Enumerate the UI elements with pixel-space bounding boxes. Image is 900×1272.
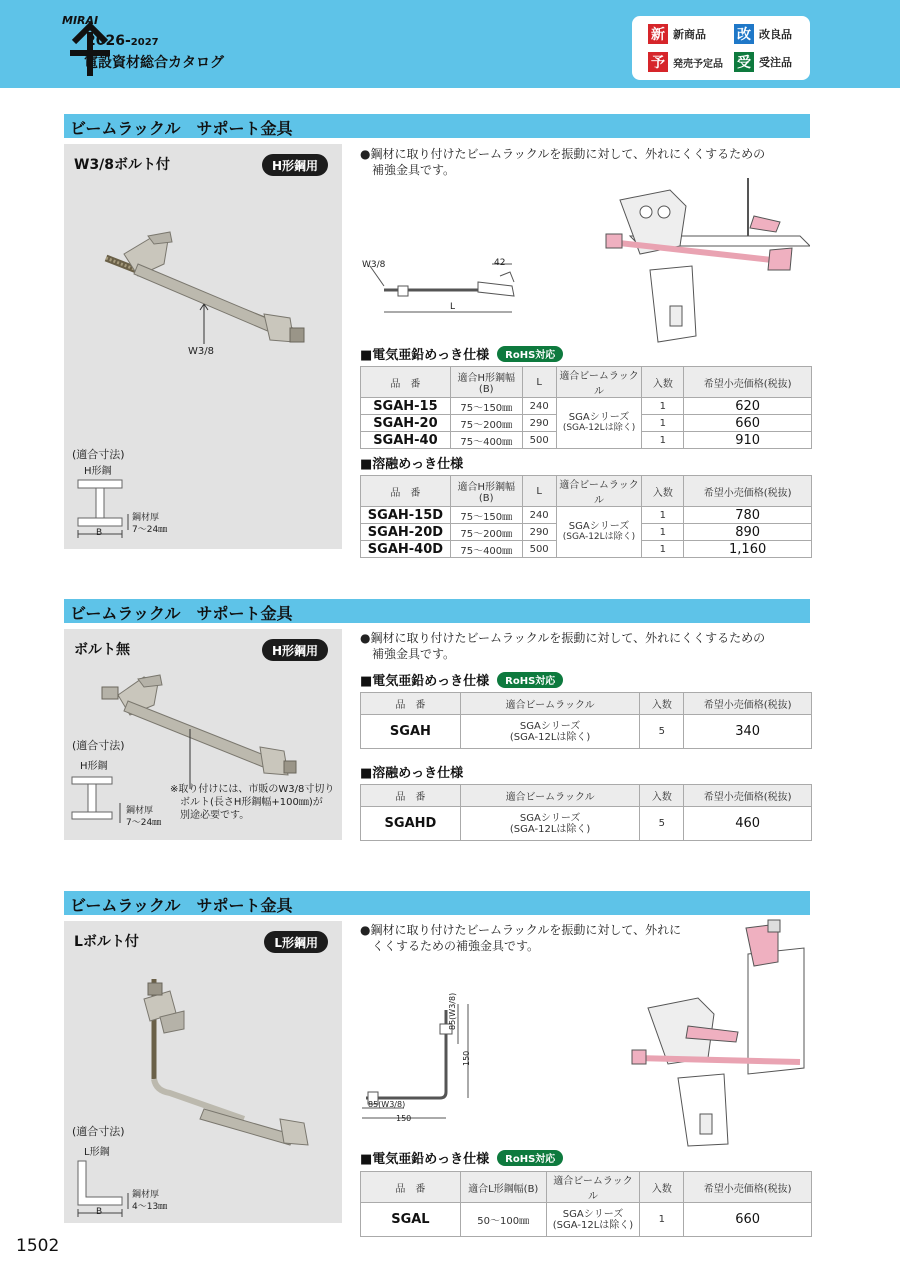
thickness-range: 4～13㎜ xyxy=(132,1202,168,1212)
table-header-row: 品 番 適合H形鋼幅(B) L 適合ビームラックル 入数 希望小売価格(税抜) xyxy=(361,476,812,507)
fit-dimensions-label: (適合寸法) xyxy=(72,1125,125,1138)
page-number: 1502 xyxy=(16,1236,60,1256)
planned-badge-icon: 予 xyxy=(648,52,668,72)
section-3-zinc-heading: ■電気亜鉛めっき仕様 RoHS対応 xyxy=(360,1148,563,1167)
section-title: ビームラックル サポート金具 xyxy=(70,896,293,915)
dim-bolt-label: W3/8 xyxy=(362,260,386,270)
fit-dimensions-label: (適合寸法) xyxy=(72,739,125,752)
section-1-title-bar xyxy=(64,114,810,138)
dim-150-vertical: 150 xyxy=(462,1050,471,1066)
table-row: SGAH-15D 75～150㎜ 240 SGAシリーズ (SGA-12Lは除く) 1 780 xyxy=(361,507,812,524)
section-2-hot-dip-table xyxy=(360,784,812,841)
improved-badge-icon: 改 xyxy=(734,24,754,44)
table-row: SGAH-40D 75～400㎜ 500 1 1,160 xyxy=(361,541,812,558)
thickness-label: 鋼材厚 xyxy=(126,806,154,816)
catalog-title: 電設資材総合カタログ xyxy=(84,55,224,71)
variant-title: ボルト無 xyxy=(74,642,130,658)
table-header-row: 品 番 適合L形鋼幅(B) 適合ビームラックル 入数 希望小売価格(税抜) xyxy=(361,1172,812,1203)
section-1-description: ●鋼材に取り付けたビームラックルを振動に対して、外れにくくするための 補強金具です。 xyxy=(360,147,766,177)
b-dimension-label: B xyxy=(96,1207,103,1217)
section-2-description: ●鋼材に取り付けたビームラックルを振動に対して、外れにくくするための 補強金具です。 xyxy=(360,631,766,661)
section-1-image-panel xyxy=(64,144,342,549)
dim-L-label: L xyxy=(450,302,456,312)
section-2-title-bar xyxy=(64,599,810,623)
dim-42-label: 42 xyxy=(494,258,506,268)
l-steel-label: L形鋼 xyxy=(84,1147,110,1158)
section-2-hot-dip-heading: ■溶融めっき仕様 xyxy=(360,766,464,781)
order-badge-icon: 受 xyxy=(734,52,754,72)
steel-type-tag: L形鋼用 xyxy=(264,931,328,953)
h-beam-diagram-icon xyxy=(74,478,134,544)
h-steel-label: H形鋼 xyxy=(80,761,108,772)
h-steel-label: H形鋼 xyxy=(84,466,112,477)
dim-85-vertical: 85(W3/8) xyxy=(448,992,457,1030)
thickness-label: 鋼材厚 xyxy=(132,513,160,523)
section-1-zinc-heading: ■電気亜鉛めっき仕様 RoHS対応 xyxy=(360,344,563,363)
h-beam-diagram-icon xyxy=(70,773,130,829)
legend-order: 受 受注品 xyxy=(734,52,792,72)
variant-title: Lボルト付 xyxy=(74,934,139,950)
dim-85-horizontal: 85(W3/8) xyxy=(368,1100,406,1109)
section-1-hot-dip-heading: ■溶融めっき仕様 xyxy=(360,457,464,472)
section-title: ビームラックル サポート金具 xyxy=(70,119,293,138)
table-header-row: 品 番 適合ビームラックル 入数 希望小売価格(税抜) xyxy=(361,785,812,807)
variant-title: W3/8ボルト付 xyxy=(74,157,171,173)
thickness-range: 7～24㎜ xyxy=(126,818,162,828)
table-row: SGAH-40 75～400㎜ 500 1 910 xyxy=(361,432,812,449)
l-angle-diagram-icon xyxy=(74,1159,134,1219)
steel-type-tag: H形鋼用 xyxy=(262,154,328,176)
bolt-label: W3/8 xyxy=(188,346,214,357)
table-header-row: 品 番 適合ビームラックル 入数 希望小売価格(税抜) xyxy=(361,693,812,715)
section-2-zinc-heading: ■電気亜鉛めっき仕様 RoHS対応 xyxy=(360,670,563,689)
table-header-row: 品 番 適合H形鋼幅(B) L 適合ビームラックル 入数 希望小売価格(税抜) xyxy=(361,367,812,398)
pointer-line-icon xyxy=(184,729,196,789)
section-2-zinc-table xyxy=(360,692,812,749)
installation-note: ※取り付けには、市販のW3/8寸切り ボルト(長さH形鋼幅+100㎜)が 別途必要です。 xyxy=(170,784,335,821)
section-3-zinc-table xyxy=(360,1171,812,1237)
table-row: SGAH-15 75～150㎜ 240 SGAシリーズ (SGA-12Lは除く) 1 620 xyxy=(361,398,812,415)
b-dimension-label: B xyxy=(96,528,103,538)
table-row: SGAHD SGAシリーズ (SGA-12Lは除く) 5 460 xyxy=(361,807,812,841)
table-row: SGAH-20D 75～200㎜ 290 1 890 xyxy=(361,524,812,541)
section-title: ビームラックル サポート金具 xyxy=(70,604,293,623)
section-1-zinc-table xyxy=(360,366,812,449)
table-row: SGAH-20 75～200㎜ 290 1 660 xyxy=(361,415,812,432)
dim-150-horizontal: 150 xyxy=(396,1114,412,1123)
table-row: SGAL 50～100㎜ SGAシリーズ (SGA-12Lは除く) 1 660 xyxy=(361,1203,812,1237)
section-1-installation-photo xyxy=(600,176,810,346)
section-2-image-panel xyxy=(64,629,342,840)
fit-dimensions-label: (適合寸法) xyxy=(72,448,125,461)
product-legend xyxy=(632,16,810,80)
bolt-pointer-line-icon xyxy=(198,304,210,344)
section-3-installation-photo xyxy=(628,918,810,1148)
thickness-label: 鋼材厚 xyxy=(132,1190,160,1200)
catalog-header xyxy=(0,0,900,88)
catalog-year: 2026-2027 xyxy=(86,33,159,49)
section-3-description: ●鋼材に取り付けたビームラックルを振動に対して、外れに くくするための補強金具です。 xyxy=(360,923,682,953)
table-row: SGAH SGAシリーズ (SGA-12Lは除く) 5 340 xyxy=(361,715,812,749)
legend-improved: 改 改良品 xyxy=(734,24,792,44)
section-3-title-bar xyxy=(64,891,810,915)
l-bolt-bracket-photo xyxy=(124,969,334,1149)
rohs-badge: RoHS対応 xyxy=(497,672,563,688)
legend-planned: 予 発売予定品 xyxy=(648,52,723,72)
brand-name: MIRAI xyxy=(62,14,99,27)
thickness-range: 7～24㎜ xyxy=(132,525,168,535)
support-bracket-photo xyxy=(98,671,308,781)
legend-new: 新 新商品 xyxy=(648,24,706,44)
steel-type-tag: H形鋼用 xyxy=(262,639,328,661)
section-1-hot-dip-table xyxy=(360,475,812,558)
section-3-image-panel xyxy=(64,921,342,1223)
new-badge-icon: 新 xyxy=(648,24,668,44)
rohs-badge: RoHS対応 xyxy=(497,346,563,362)
rohs-badge: RoHS対応 xyxy=(497,1150,563,1166)
